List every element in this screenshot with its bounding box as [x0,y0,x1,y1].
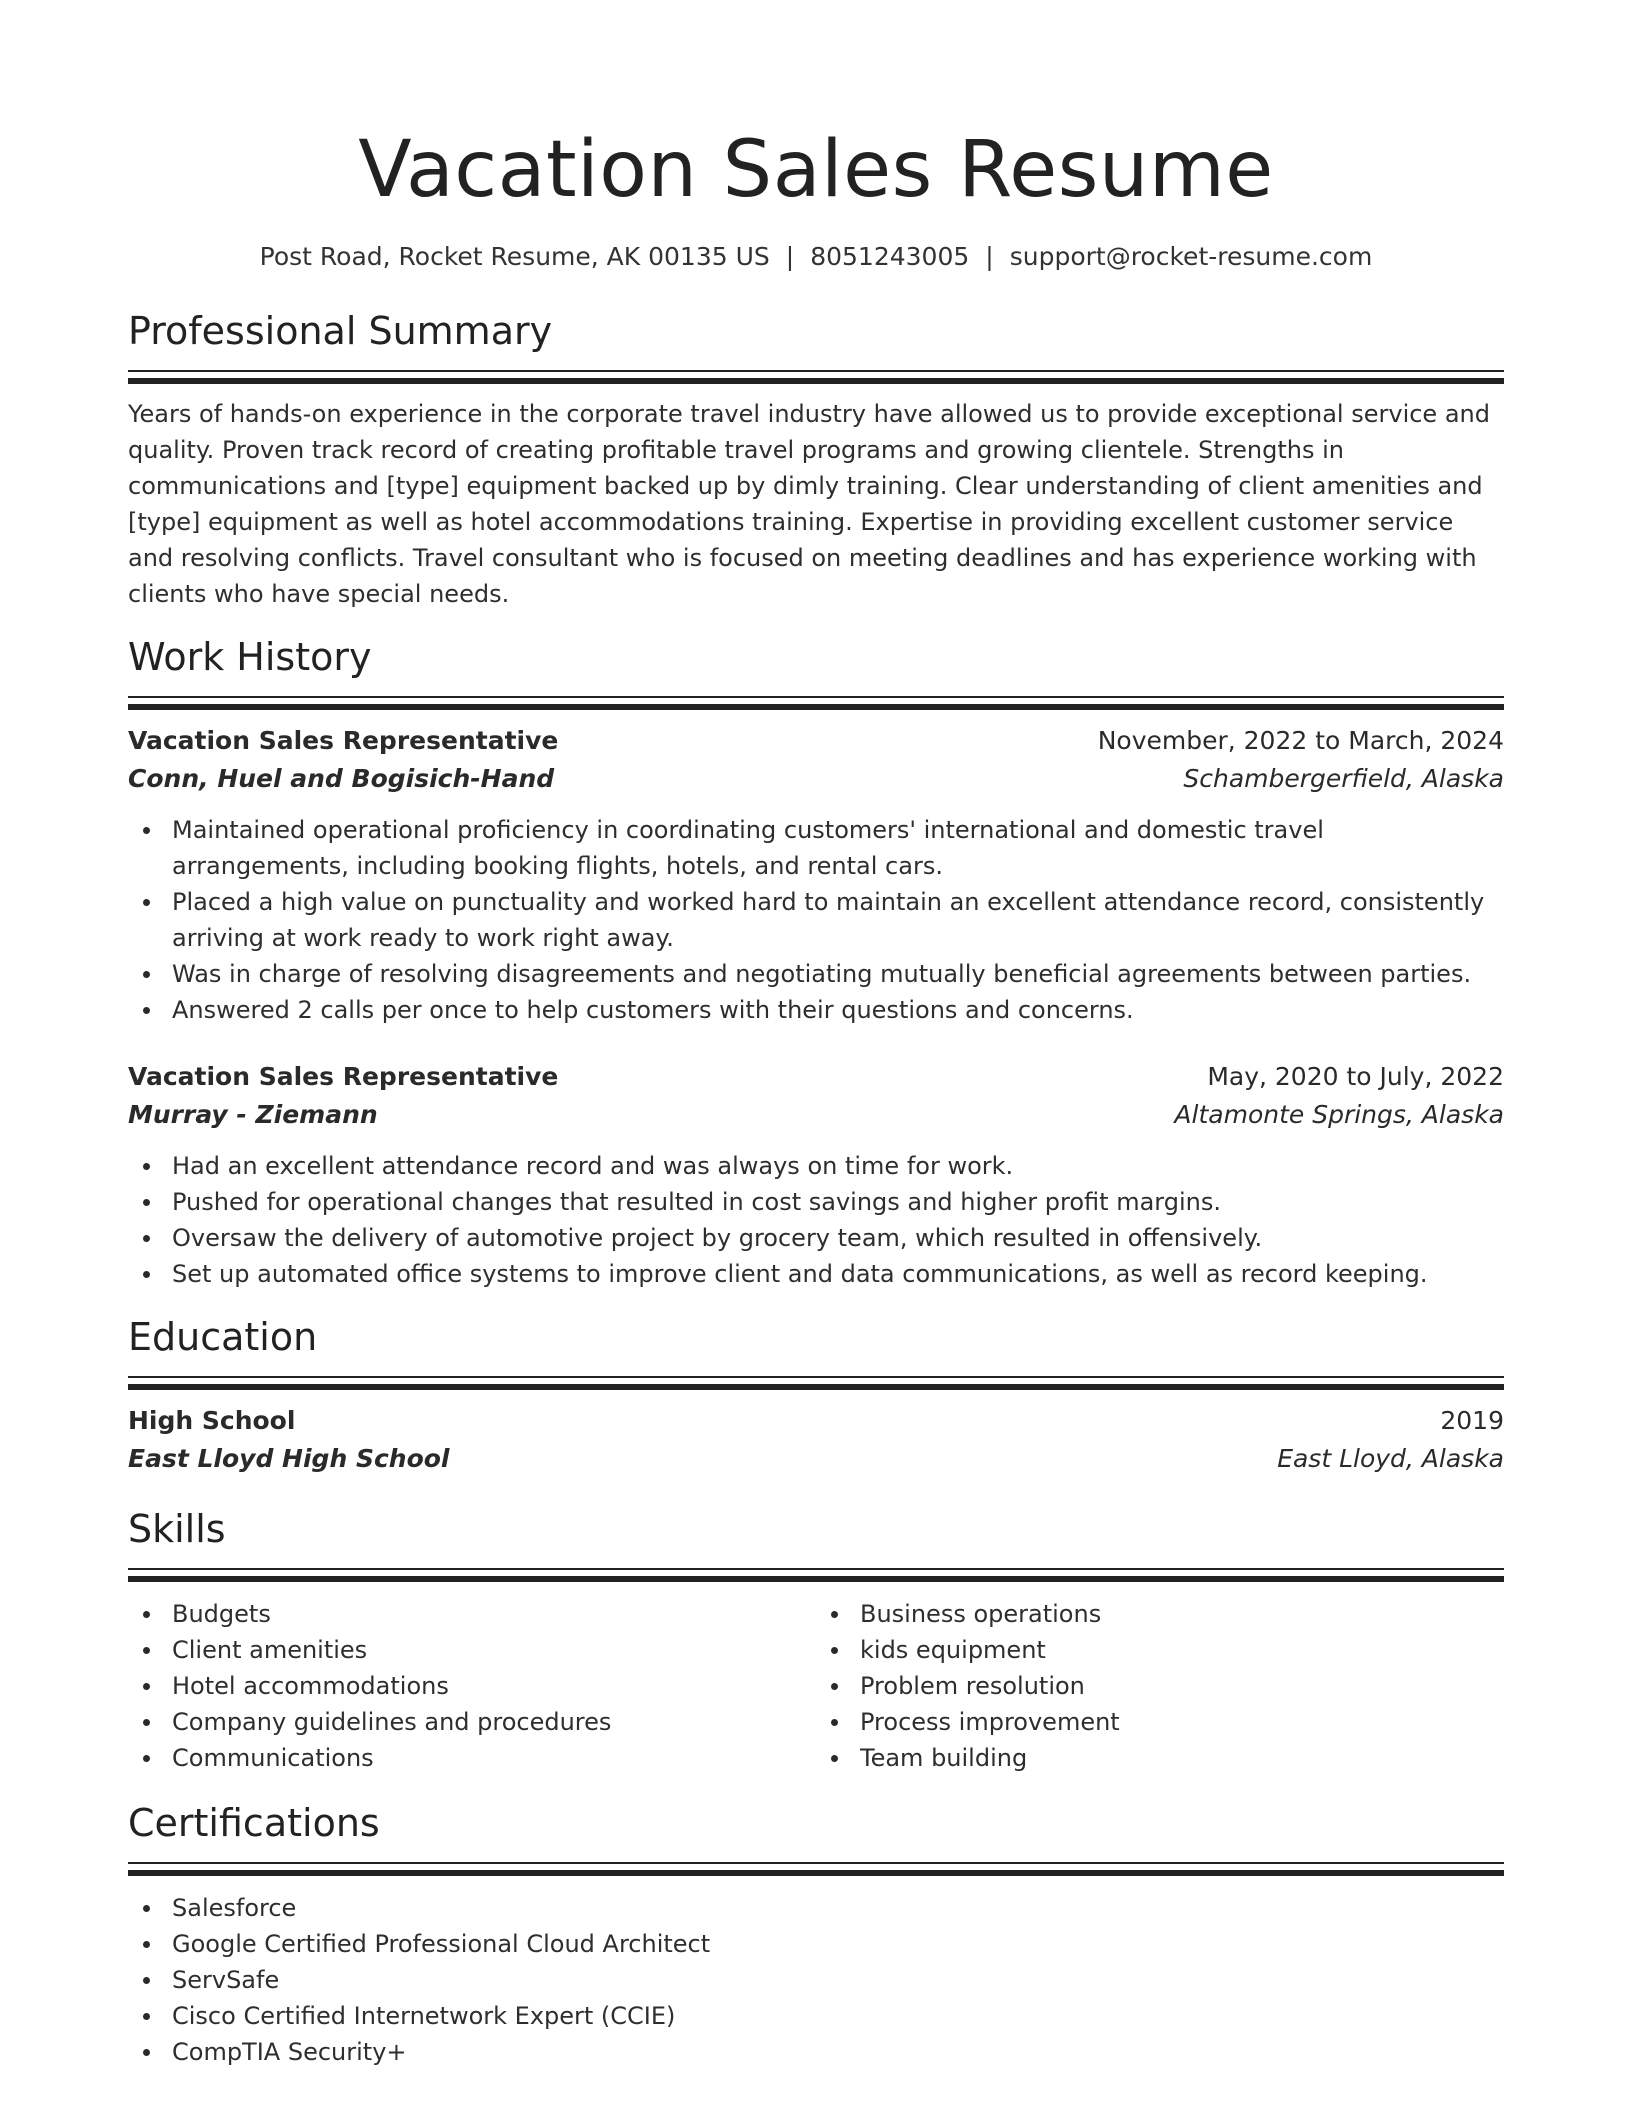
list-item: Cisco Certified Internetwork Expert (CCIE) [128,1998,1504,2034]
skills-column-right [816,1596,1504,1776]
education-school: East Lloyd High School [128,1444,450,1473]
list-item: Had an excellent attendance record and was always on time for work. [128,1148,1504,1184]
section-divider [128,1862,1504,1864]
list-item: Maintained operational proficiency in coordinating customers' international and domestic travel arrangements, including booking flights, hotels, and rental cars. [128,812,1504,884]
section-divider-thick [128,704,1504,710]
section-title-work: Work History [128,635,372,679]
summary-text: Years of hands-on experience in the corporate travel industry have allowed us to provide exceptional service and quality. Proven track record of creating profitable travel programs and growing clientele. Strengths in communications and [type] equipment backed up by dimly training. Clear understanding of client amenities and [type] equipment as well as hotel accommodations training. Expertise in providing excellent customer service and resolving conflicts. Travel consultant who is focused on meeting deadlines and has experience working with clients who have special needs. [128,400,1490,608]
section-divider [128,370,1504,372]
list-item: Team building [816,1740,1504,1776]
job-title: Vacation Sales Representative [128,726,559,755]
list-item: Oversaw the delivery of automotive project by grocery team, which resulted in offensively. [128,1220,1504,1256]
list-item: kids equipment [816,1632,1504,1668]
certifications-list [128,1890,1504,2070]
skills-grid [128,1596,1504,1776]
list-item: Company guidelines and procedures [128,1704,816,1740]
list-item: Hotel accommodations [128,1668,816,1704]
section-divider-thick [128,1576,1504,1582]
list-item: CompTIA Security+ [128,2034,1504,2070]
list-item: Business operations [816,1596,1504,1632]
section-title-education: Education [128,1315,318,1359]
job-entry [128,722,1504,1028]
list-item: Answered 2 calls per once to help customers with their questions and concerns. [128,992,1504,1028]
list-item: Was in charge of resolving disagreements and negotiating mutually beneficial agreements between parties. [128,956,1504,992]
section-divider-thick [128,1384,1504,1390]
list-item: Placed a high value on punctuality and worked hard to maintain an excellent attendance record, consistently arriving at work ready to work right away. [128,884,1504,956]
skills-column-left [128,1596,816,1776]
section-divider-thick [128,378,1504,384]
list-item: Salesforce [128,1890,1504,1926]
list-item: Communications [128,1740,816,1776]
section-divider [128,1568,1504,1570]
list-item: ServSafe [128,1962,1504,1998]
job-dates: November, 2022 to March, 2024 [1097,726,1504,755]
section-summary [128,306,1504,612]
list-item: Budgets [128,1596,816,1632]
section-work-history [128,632,1504,1292]
contact-separator: | [785,242,795,271]
education-location: East Lloyd, Alaska [1277,1444,1504,1473]
job-location: Schambergerfield, Alaska [1183,764,1504,793]
contact-email: support@rocket-resume.com [1009,242,1373,271]
list-item: Pushed for operational changes that resulted in cost savings and higher profit margins. [128,1184,1504,1220]
education-entry [128,1402,1504,1478]
job-bullets [128,812,1504,1028]
resume-title: Vacation Sales Resume [358,125,1274,215]
list-item: Process improvement [816,1704,1504,1740]
section-education [128,1312,1504,1478]
job-dates: May, 2020 to July, 2022 [1207,1062,1504,1091]
section-certifications [128,1798,1504,2070]
contact-address: Post Road, Rocket Resume, AK 00135 US [259,242,770,271]
list-item: Problem resolution [816,1668,1504,1704]
section-divider [128,1376,1504,1378]
section-skills [128,1504,1504,1776]
section-title-certifications: Certifications [128,1801,380,1845]
section-divider [128,696,1504,698]
section-title-skills: Skills [128,1507,226,1551]
job-employer: Murray - Ziemann [128,1100,378,1129]
list-item: Google Certified Professional Cloud Architect [128,1926,1504,1962]
job-entry [128,1058,1504,1292]
list-item: Client amenities [128,1632,816,1668]
job-location: Altamonte Springs, Alaska [1174,1100,1504,1129]
education-degree: High School [128,1406,296,1435]
job-title: Vacation Sales Representative [128,1062,559,1091]
job-bullets [128,1148,1504,1292]
education-year: 2019 [1440,1406,1504,1435]
contact-line [128,240,1504,274]
list-item: Set up automated office systems to improve client and data communications, as well as record keeping. [128,1256,1504,1292]
contact-phone: 8051243005 [810,242,970,271]
contact-separator: | [985,242,994,271]
section-divider-thick [128,1870,1504,1876]
section-title-summary: Professional Summary [128,309,553,353]
job-employer: Conn, Huel and Bogisich-Hand [128,764,555,793]
